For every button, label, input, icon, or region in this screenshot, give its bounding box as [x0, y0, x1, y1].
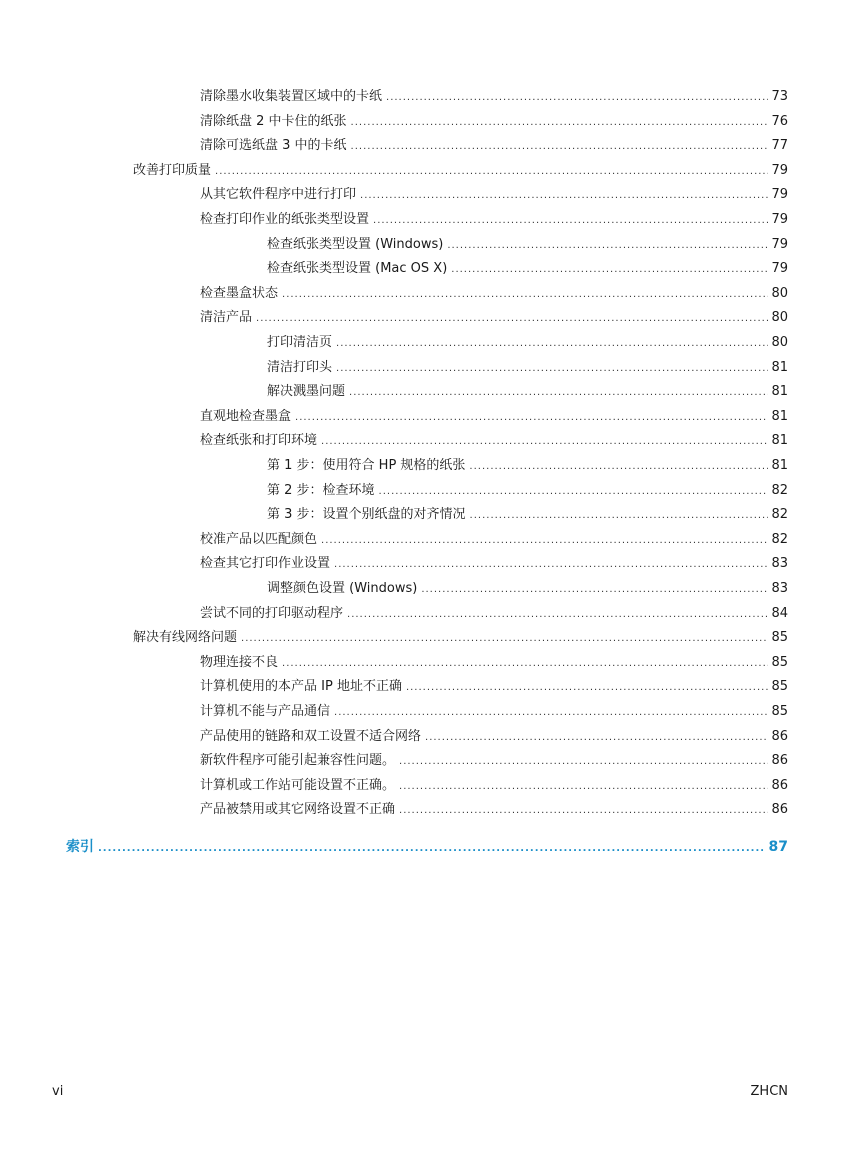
toc-entry-label: 调整颜色设置 (Windows): [267, 581, 418, 596]
toc-leader-dots: [336, 333, 768, 355]
toc-leader-dots: [373, 210, 768, 232]
toc-leader-dots: [282, 284, 768, 306]
toc-entry-page: 83: [771, 556, 788, 572]
toc-leader-dots: [98, 838, 766, 860]
toc-entry-label: 第 1 步：使用符合 HP 规格的纸张: [267, 458, 466, 473]
toc-leader-dots: [256, 308, 768, 330]
toc-entry-label: 检查墨盒状态: [200, 285, 279, 301]
toc-entry[interactable]: [200, 799, 788, 821]
toc-leader-dots: [399, 800, 768, 822]
toc-entry-page: 80: [771, 335, 788, 350]
toc-leader-dots: [360, 185, 768, 207]
toc-entry-label: 校准产品以匹配颜色: [200, 531, 318, 547]
toc-entry-label: 清除可选纸盘 3 中的卡纸: [200, 138, 347, 154]
toc-entry[interactable]: [133, 160, 788, 182]
toc-entry-page: 76: [771, 113, 788, 129]
toc-entry[interactable]: [200, 775, 788, 797]
toc-entry-page: 79: [771, 261, 788, 277]
toc-entry[interactable]: [200, 603, 788, 625]
toc-entry-label: 产品被禁用或其它网络设置不正确: [200, 802, 396, 818]
toc-leader-dots: [321, 530, 768, 552]
toc-entry[interactable]: [267, 578, 788, 600]
toc-leader-dots: [215, 161, 768, 183]
toc-leader-dots: [351, 136, 769, 158]
toc-entry-label: 直观地检查墨盒: [200, 408, 292, 424]
toc-entry-page: 86: [771, 777, 788, 793]
toc-entry-page: 79: [771, 187, 788, 203]
toc-entry-page: 80: [771, 285, 788, 301]
toc-entry-page: 83: [771, 581, 788, 596]
toc-entry[interactable]: [200, 111, 788, 133]
toc-entry-page: 86: [771, 728, 788, 744]
toc-leader-dots: [447, 235, 768, 257]
toc-entry-label: 解决溅墨问题: [267, 384, 346, 400]
toc-leader-dots: [334, 554, 768, 576]
toc-entry-page: 82: [771, 531, 788, 547]
toc-leader-dots: [451, 259, 768, 281]
toc-entry[interactable]: [200, 184, 788, 206]
toc-leader-dots: [399, 751, 768, 773]
toc-entry-page: 81: [771, 384, 788, 400]
toc-entry-label: 计算机或工作站可能设置不正确。: [200, 777, 396, 793]
toc-entry-label: 清洁打印头: [267, 359, 333, 375]
toc-entry-page: 82: [771, 507, 788, 523]
toc-entry-page: 81: [771, 433, 788, 449]
toc-entry-page: 79: [771, 212, 788, 227]
toc-entry-label: 计算机使用的本产品 IP 地址不正确: [200, 679, 402, 695]
toc-leader-dots: [425, 727, 768, 749]
toc-entry-label: 第 3 步：设置个别纸盘的对齐情况: [267, 507, 466, 523]
toc-entry-label: 产品使用的链路和双工设置不适合网络: [200, 728, 422, 744]
toc-leader-dots: [421, 579, 768, 601]
toc-entry-label: 计算机不能与产品通信: [200, 704, 331, 719]
toc-entry-page: 86: [771, 802, 788, 818]
toc-entry[interactable]: [200, 553, 788, 575]
toc-entry-page: 86: [771, 753, 788, 769]
toc-leader-dots: [334, 702, 768, 724]
toc-entry-label: 检查纸张类型设置 (Windows): [267, 236, 444, 252]
toc-entry[interactable]: [200, 676, 788, 698]
toc-entry[interactable]: [133, 627, 788, 649]
toc-entry-label: 打印清洁页: [267, 335, 333, 350]
toc-entry-label: 检查纸张和打印环境: [200, 433, 318, 449]
toc-entry[interactable]: [200, 430, 788, 452]
toc-entry[interactable]: [200, 701, 788, 723]
toc-entry-page: 77: [771, 138, 788, 154]
toc-leader-dots: [351, 112, 769, 134]
toc-entry-page: 82: [771, 482, 788, 498]
toc-leader-dots: [321, 431, 768, 453]
toc-entry[interactable]: [200, 135, 788, 157]
toc-entry-label: 检查纸张类型设置 (Mac OS X): [267, 261, 448, 277]
toc-leader-dots: [347, 604, 768, 626]
toc-entry-page: 81: [771, 408, 788, 424]
toc-leader-dots: [349, 382, 768, 404]
toc-leader-dots: [241, 628, 768, 650]
toc-entry-label: 新软件程序可能引起兼容性问题。: [200, 753, 396, 769]
toc-entry[interactable]: [267, 234, 788, 256]
toc-entry-page: 85: [771, 630, 788, 646]
toc-entry[interactable]: [267, 258, 788, 280]
toc-leader-dots: [379, 481, 769, 503]
toc-leader-dots: [336, 358, 768, 380]
toc-leader-dots: [406, 677, 769, 699]
toc-leader-dots: [386, 87, 768, 109]
toc-entry[interactable]: [267, 357, 788, 379]
footer-page-number: vi: [52, 1084, 64, 1099]
toc-leader-dots: [399, 776, 768, 798]
toc-entry-page: 85: [771, 704, 788, 719]
toc-entry-label: 解决有线网络问题: [133, 630, 238, 646]
toc-entry-page: 84: [771, 605, 788, 621]
toc-entry-label: 检查其它打印作业设置: [200, 556, 331, 572]
toc-entry[interactable]: [267, 504, 788, 526]
toc-entry-label: 改善打印质量: [133, 162, 212, 178]
toc-entry-label: 物理连接不良: [200, 654, 279, 670]
toc-entry-page: 73: [771, 89, 788, 104]
toc-entry-label: 清洁产品: [200, 310, 253, 326]
toc-entry-label: 清除纸盘 2 中卡住的纸张: [200, 113, 347, 129]
toc-entry-label: 索引: [66, 839, 94, 855]
toc-leader-dots: [282, 653, 768, 675]
toc-entry[interactable]: [200, 86, 788, 108]
toc-entry-page: 81: [771, 359, 788, 375]
toc-entry[interactable]: [200, 283, 788, 305]
toc-entry-label: 检查打印作业的纸张类型设置: [200, 212, 370, 227]
toc-entry[interactable]: [200, 529, 788, 551]
toc-leader-dots: [295, 407, 768, 429]
toc-entry-label: 第 2 步：检查环境: [267, 482, 375, 498]
toc-leader-dots: [469, 456, 768, 478]
toc-entry[interactable]: [200, 209, 788, 231]
toc-entry-page: 80: [771, 310, 788, 326]
toc-entry[interactable]: [200, 307, 788, 329]
toc-entry-index[interactable]: [66, 836, 788, 858]
toc-entry-page: 79: [771, 236, 788, 252]
toc-entry-page: 79: [771, 162, 788, 178]
toc-entry-label: 尝试不同的打印驱动程序: [200, 605, 344, 621]
toc-entry-page: 85: [771, 654, 788, 670]
toc-entry[interactable]: [200, 406, 788, 428]
toc-entry[interactable]: [200, 652, 788, 674]
toc-entry-page: 81: [771, 458, 788, 473]
toc-entry-page: 87: [768, 839, 788, 855]
toc-entry-page: 85: [771, 679, 788, 695]
toc-entry[interactable]: [267, 381, 788, 403]
toc-entry[interactable]: [200, 726, 788, 748]
toc-leader-dots: [470, 505, 769, 527]
toc-entry[interactable]: [267, 332, 788, 354]
toc-entry[interactable]: [267, 455, 788, 477]
footer-locale: ZHCN: [750, 1084, 788, 1099]
toc-entry[interactable]: [200, 750, 788, 772]
toc-entry-label: 清除墨水收集装置区域中的卡纸: [200, 89, 383, 104]
toc-entry-label: 从其它软件程序中进行打印: [200, 187, 357, 203]
toc-entry[interactable]: [267, 480, 788, 502]
